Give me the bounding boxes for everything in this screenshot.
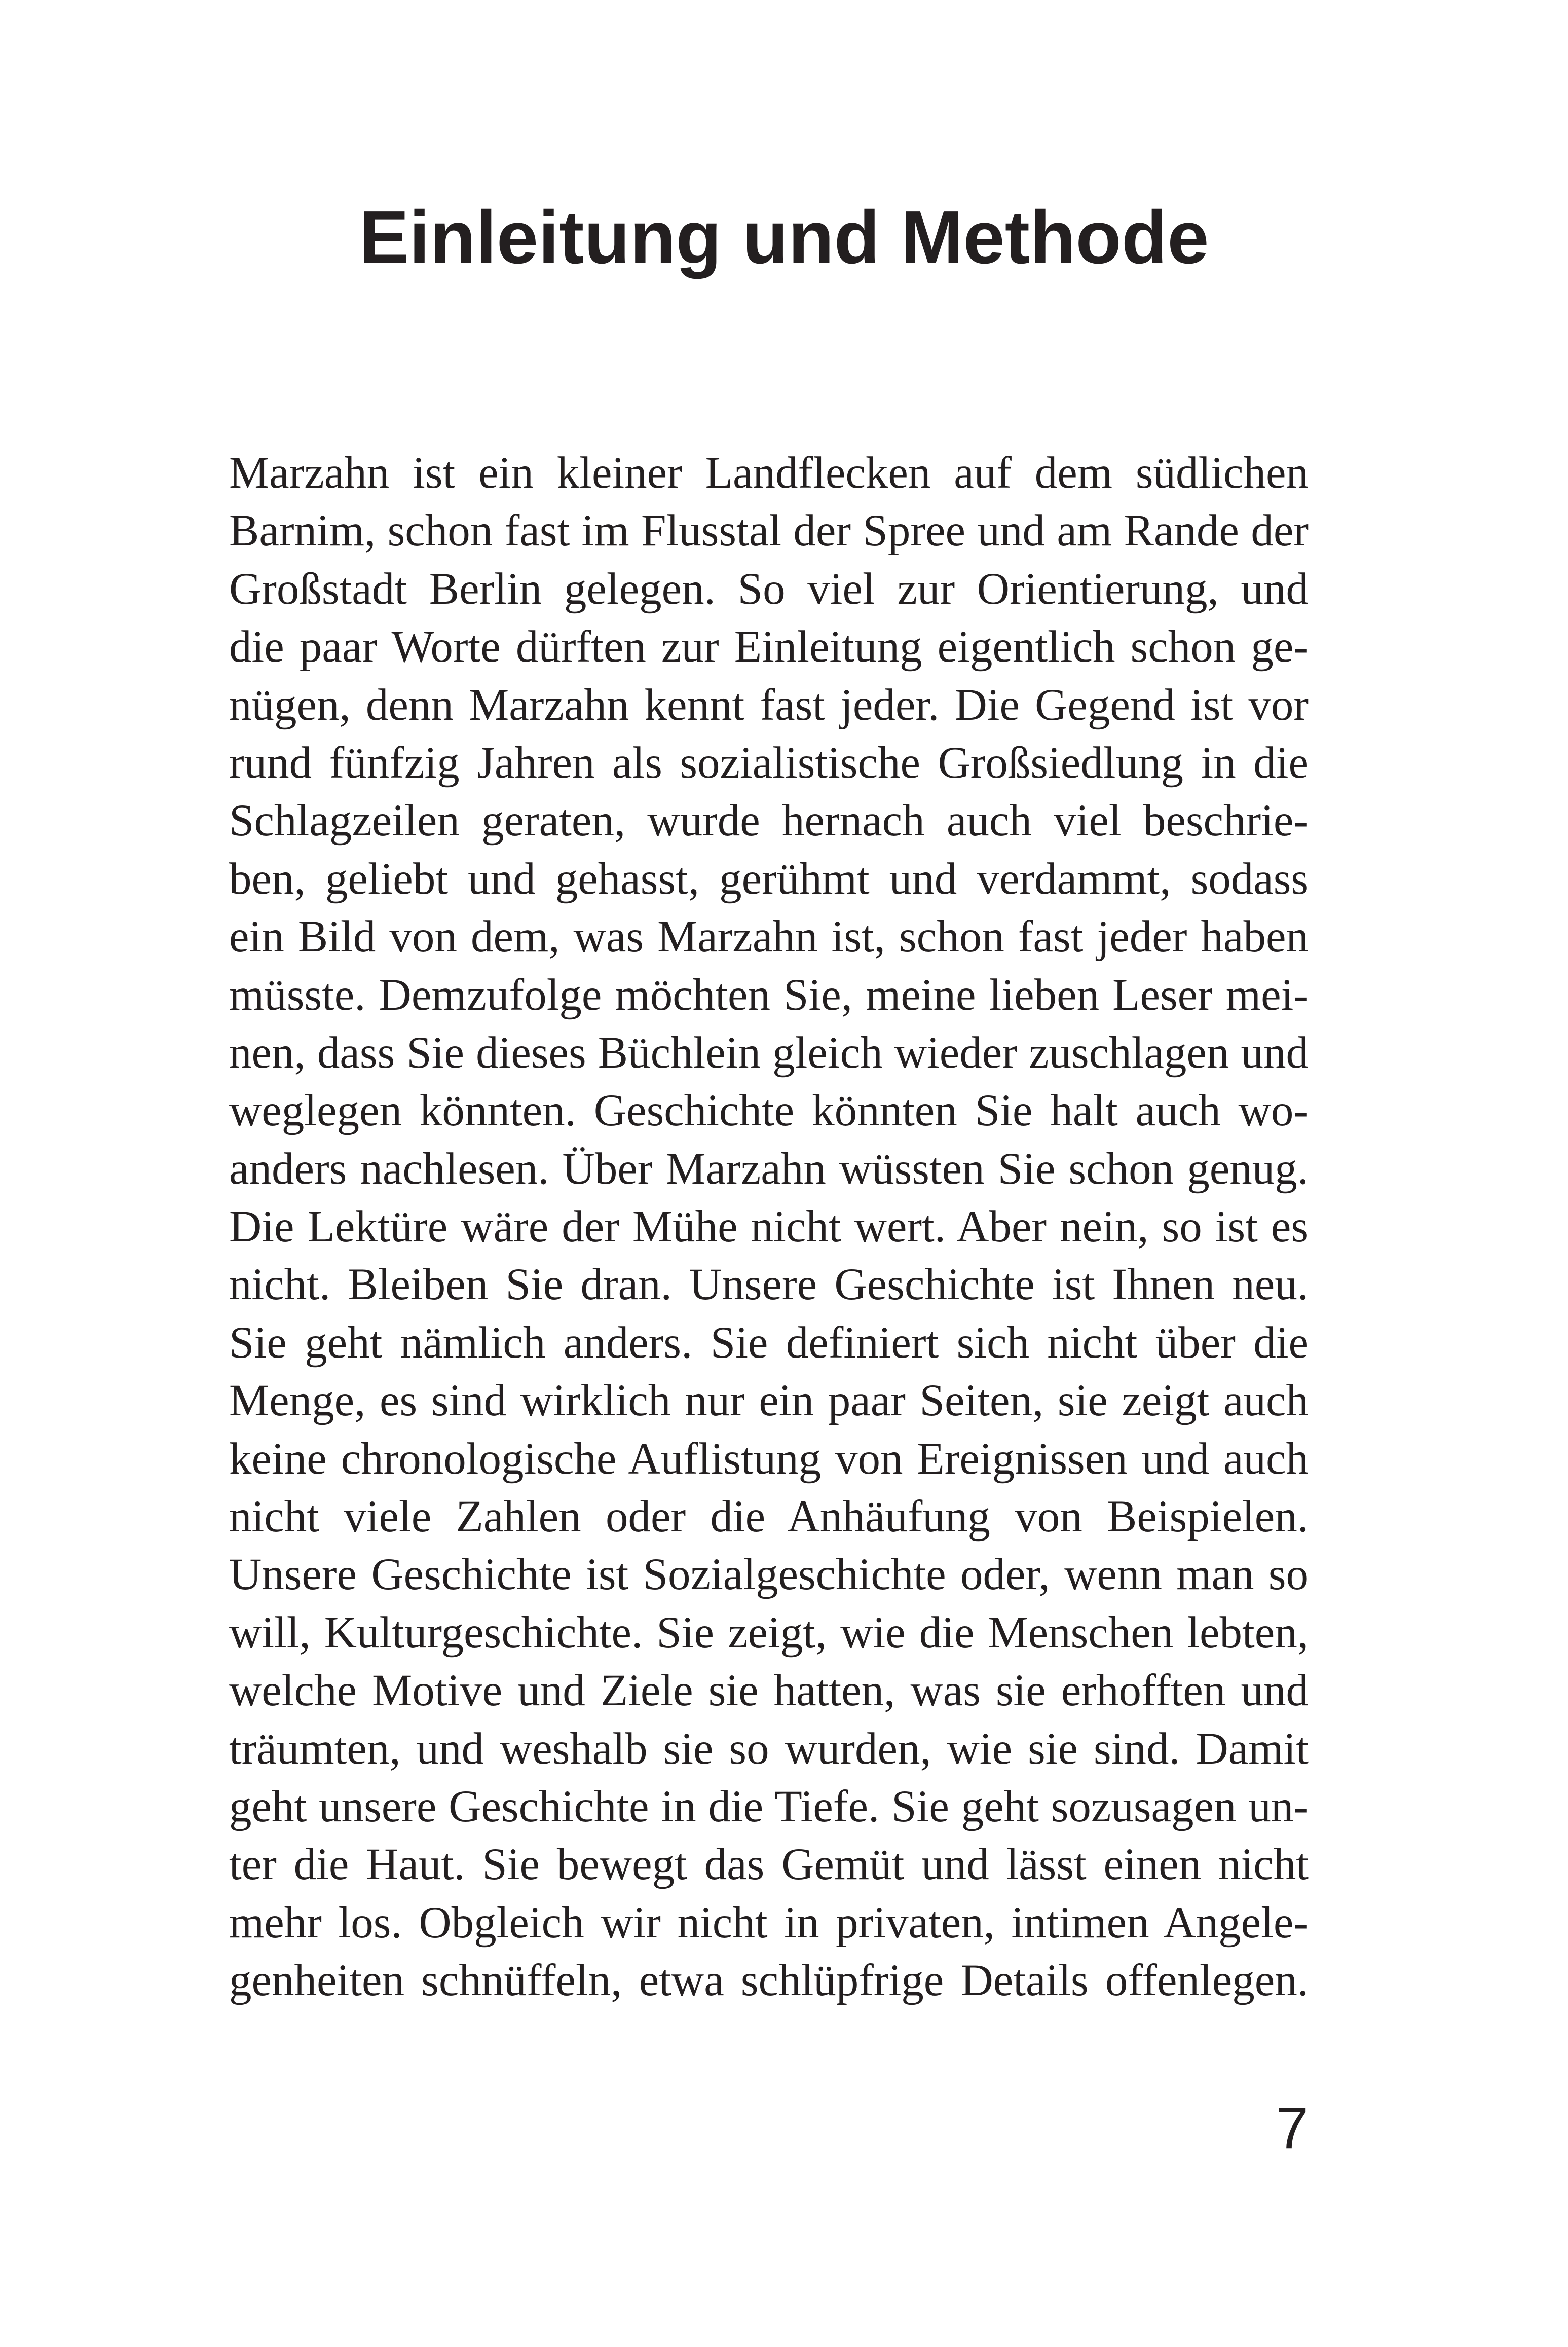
text-line: nügen, denn Marzahn kennt fast jeder. Die Gegend ist vor bbox=[229, 680, 1309, 730]
text-line: anders nachlesen. Über Marzahn wüssten Sie schon genug. bbox=[229, 1144, 1309, 1194]
text-line: Menge, es sind wirklich nur ein paar Seiten, sie zeigt auch bbox=[229, 1376, 1309, 1426]
body-text bbox=[229, 444, 1309, 2010]
page-number: 7 bbox=[1276, 2095, 1309, 2161]
text-line: Barnim, schon fast im Flusstal der Spree und am Rande der bbox=[229, 506, 1309, 556]
text-line: die paar Worte dürften zur Einleitung eigentlich schon ge- bbox=[229, 622, 1309, 672]
text-line: nicht viele Zahlen oder die Anhäufung von Beispielen. bbox=[229, 1492, 1309, 1542]
text-line: mehr los. Obgleich wir nicht in privaten, intimen Angele- bbox=[229, 1897, 1309, 1948]
text-line: rund fünfzig Jahren als sozialistische Großsiedlung in die bbox=[229, 738, 1309, 788]
text-line: nen, dass Sie dieses Büchlein gleich wieder zuschlagen und bbox=[229, 1028, 1309, 1078]
text-line: träumten, und weshalb sie so wurden, wie sie sind. Damit bbox=[229, 1723, 1309, 1774]
text-line: Sie geht nämlich anders. Sie definiert sich nicht über die bbox=[229, 1317, 1309, 1368]
text-line: ben, geliebt und gehasst, gerühmt und verdammt, sodass bbox=[229, 854, 1309, 904]
page-title: Einleitung und Methode bbox=[359, 196, 1209, 279]
text-line: ein Bild von dem, was Marzahn ist, schon fast jeder haben bbox=[229, 912, 1309, 962]
text-line: genheiten schnüffeln, etwa schlüpfrige Details offenlegen. bbox=[229, 1956, 1309, 2006]
text-line: Schlagzeilen geraten, wurde hernach auch viel beschrie- bbox=[229, 796, 1309, 846]
text-line: welche Motive und Ziele sie hatten, was sie erhofften und bbox=[229, 1666, 1309, 1716]
text-line: Die Lektüre wäre der Mühe nicht wert. Aber nein, so ist es bbox=[229, 1202, 1309, 1252]
text-line: will, Kulturgeschichte. Sie zeigt, wie die Menschen lebten, bbox=[229, 1607, 1309, 1658]
text-line: Marzahn ist ein kleiner Landflecken auf dem südlichen bbox=[229, 448, 1309, 498]
text-line: müsste. Demzufolge möchten Sie, meine lieben Leser mei- bbox=[229, 970, 1309, 1020]
text-line: nicht. Bleiben Sie dran. Unsere Geschichte ist Ihnen neu. bbox=[229, 1260, 1309, 1310]
text-line: ter die Haut. Sie bewegt das Gemüt und lässt einen nicht bbox=[229, 1840, 1309, 1890]
text-line: weglegen könnten. Geschichte könnten Sie halt auch wo- bbox=[229, 1086, 1309, 1136]
text-line: keine chronologische Auflistung von Ereignissen und auch bbox=[229, 1434, 1309, 1484]
text-line: Unsere Geschichte ist Sozialgeschichte oder, wenn man so bbox=[229, 1550, 1309, 1600]
text-line: Großstadt Berlin gelegen. So viel zur Orientierung, und bbox=[229, 564, 1309, 614]
text-line: geht unsere Geschichte in die Tiefe. Sie geht sozusagen un- bbox=[229, 1781, 1309, 1831]
